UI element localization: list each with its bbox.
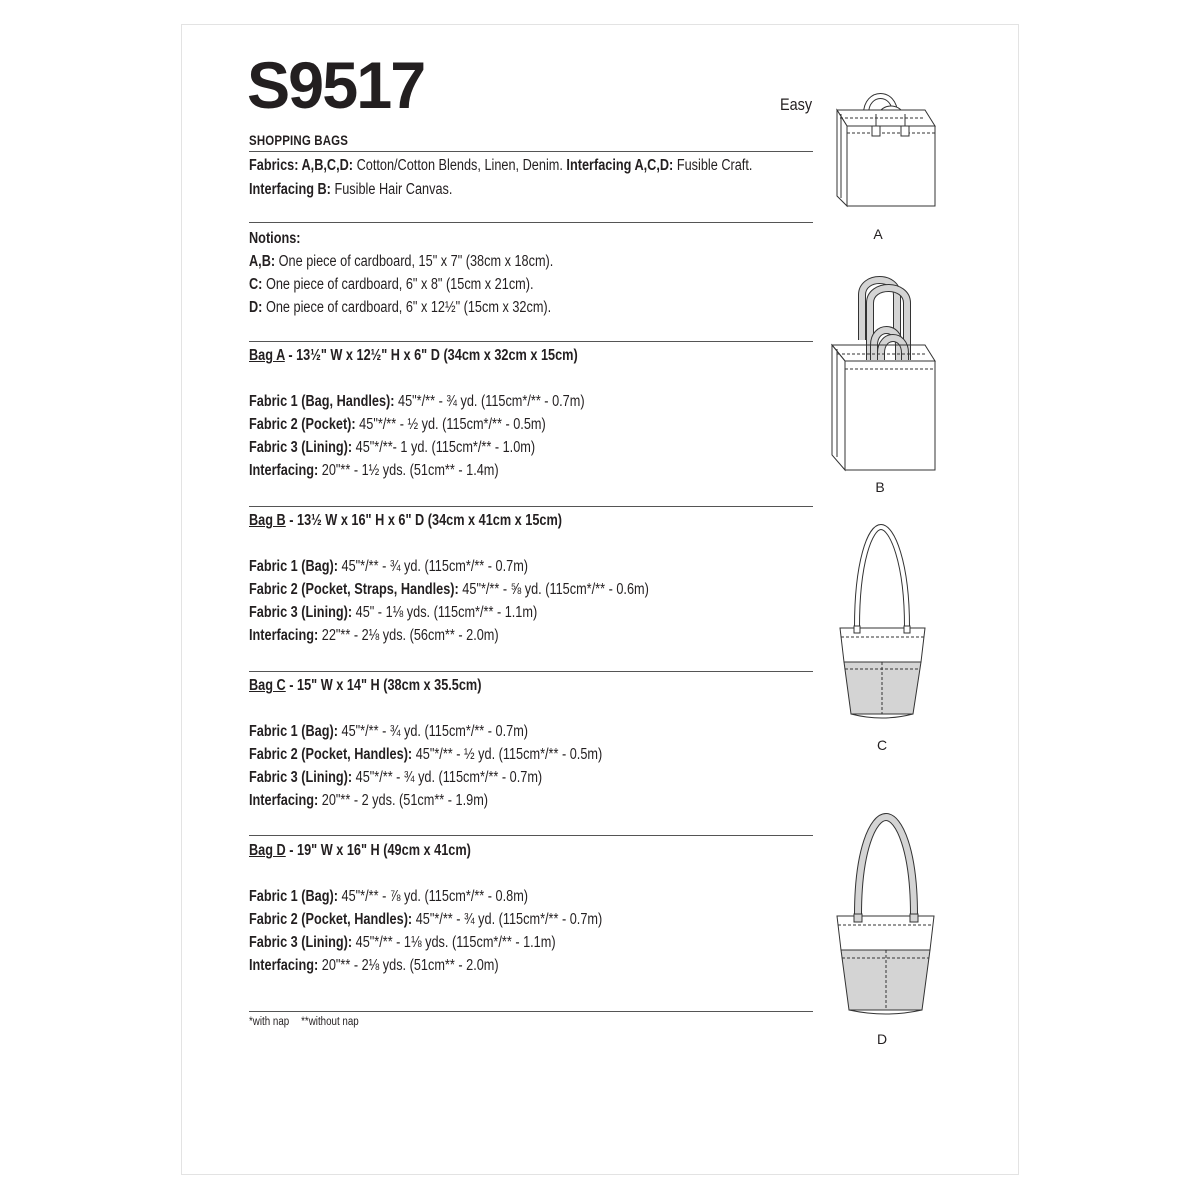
fabric-label: Fabric 1 (Bag): — [249, 723, 338, 740]
yardage-row — [249, 747, 602, 763]
fabric-amount: 45"*/** - 1⅛ yds. (115cm*/** - 1.1m) — [352, 934, 556, 951]
notion-text: One piece of cardboard, 6" x 8" (15cm x 21cm). — [262, 276, 534, 293]
yardage-row — [249, 793, 488, 809]
pattern-number: S9517 — [247, 48, 425, 122]
fabric-label: Fabric 1 (Bag, Handles): — [249, 393, 395, 410]
bag-dimensions: - 13½ W x 16" H x 6" D (34cm x 41cm x 15cm) — [285, 512, 563, 529]
fabric-amount: 45"*/** - ¾ yd. (115cm*/** - 0.7m) — [412, 911, 603, 928]
fabric-label: Fabric 3 (Lining): — [249, 769, 353, 786]
fabric-amount: 45"*/**- 1 yd. (115cm*/** - 1.0m) — [352, 439, 536, 456]
notion-text: One piece of cardboard, 6" x 12½" (15cm x 32cm). — [262, 299, 552, 316]
fabric-amount: 22"** - 2⅛ yds. (56cm** - 2.0m) — [318, 627, 499, 644]
fabric-label: Fabric 2 (Pocket, Handles): — [249, 911, 413, 928]
illustration-label-c: C — [876, 737, 888, 753]
notion-item — [249, 254, 553, 270]
fabric-amount: 45"*/** - ½ yd. (115cm*/** - 0.5m) — [355, 416, 546, 433]
fabric-label: Fabric 1 (Bag): — [249, 888, 338, 905]
fabric-amount: 45"*/** - ⅝ yd. (115cm*/** - 0.6m) — [458, 581, 649, 598]
interfacing-b-label: Interfacing B: — [249, 181, 331, 198]
yardage-row — [249, 958, 499, 974]
yardage-row — [249, 605, 537, 621]
bag-dimensions: - 19" W x 16" H (49cm x 41cm) — [285, 842, 471, 859]
notion-label: C: — [249, 276, 263, 293]
divider — [249, 151, 813, 152]
bag-id: Bag A — [249, 347, 285, 364]
bag-a-illustration-icon — [825, 88, 940, 218]
bag-id: Bag C — [249, 677, 286, 694]
fabrics-text: Cotton/Cotton Blends, Linen, Denim. — [353, 157, 567, 174]
notion-label: D: — [249, 299, 263, 316]
fabric-amount: 45"*/** - ⅞ yd. (115cm*/** - 0.8m) — [337, 888, 529, 905]
yardage-row — [249, 628, 499, 644]
fabric-label: Fabric 2 (Pocket, Handles): — [249, 746, 413, 763]
fabric-label: Fabric 3 (Lining): — [249, 604, 353, 621]
bag-d-illustration-icon — [830, 810, 940, 1020]
fabric-label: Fabric 1 (Bag): — [249, 558, 338, 575]
fabric-amount: 45"*/** - ½ yd. (115cm*/** - 0.5m) — [412, 746, 603, 763]
yardage-row — [249, 559, 528, 575]
yardage-row — [249, 582, 649, 598]
fabric-label: Fabric 2 (Pocket): — [249, 416, 356, 433]
yardage-row — [249, 770, 542, 786]
interfacing-acd-label: Interfacing A,C,D: — [566, 157, 674, 174]
bag-c-illustration-icon — [835, 522, 930, 727]
yardage-row — [249, 394, 585, 410]
bag-b-illustration-icon — [825, 275, 940, 475]
divider — [249, 222, 813, 223]
bag-d-heading — [249, 843, 471, 859]
yardage-row — [249, 935, 556, 951]
divider — [249, 671, 813, 672]
fabric-amount: 45"*/** - ¾ yd. (115cm*/** - 0.7m) — [337, 723, 529, 740]
fabric-label: Interfacing: — [249, 957, 319, 974]
yardage-row — [249, 417, 546, 433]
fabric-label: Interfacing: — [249, 792, 319, 809]
footnote-with-nap: *with nap — [249, 1016, 290, 1028]
notions-heading: Notions: — [249, 230, 301, 247]
fabric-amount: 45"*/** - ¾ yd. (115cm*/** - 0.7m) — [352, 769, 543, 786]
fabric-label: Fabric 2 (Pocket, Straps, Handles): — [249, 581, 459, 598]
fabrics-label: Fabrics: A,B,C,D: — [249, 157, 354, 174]
divider — [249, 1011, 813, 1012]
bag-a-heading — [249, 348, 578, 364]
yardage-row — [249, 889, 528, 905]
yardage-row — [249, 440, 535, 456]
yardage-row — [249, 463, 499, 479]
bag-id: Bag D — [249, 842, 286, 859]
divider — [249, 835, 813, 836]
interfacing-b-text: Fusible Hair Canvas. — [330, 181, 453, 198]
footnotes — [249, 1016, 371, 1028]
bag-c-heading — [249, 678, 481, 694]
fabric-label: Fabric 3 (Lining): — [249, 934, 353, 951]
fabric-amount: 45"*/** - ¾ yd. (115cm*/** - 0.7m) — [394, 393, 585, 410]
fabric-label: Interfacing: — [249, 462, 319, 479]
divider — [249, 506, 813, 507]
fabric-amount: 20"** - 2 yds. (51cm** - 1.9m) — [318, 792, 489, 809]
fabric-amount: 45" - 1⅛ yds. (115cm*/** - 1.1m) — [352, 604, 538, 621]
fabrics-line-1 — [249, 158, 752, 174]
fabric-label: Interfacing: — [249, 627, 319, 644]
bag-id: Bag B — [249, 512, 286, 529]
difficulty-label: Easy — [780, 95, 813, 114]
notion-item — [249, 277, 534, 293]
notion-label: A,B: — [249, 253, 276, 270]
bag-dimensions: - 15" W x 14" H (38cm x 35.5cm) — [285, 677, 482, 694]
interfacing-acd-text: Fusible Craft. — [673, 157, 753, 174]
fabric-amount: 20"** - 2⅛ yds. (51cm** - 2.0m) — [318, 957, 499, 974]
illustration-label-d: D — [876, 1031, 888, 1047]
yardage-row — [249, 724, 528, 740]
pattern-title: SHOPPING BAGS — [249, 132, 349, 148]
fabric-amount: 45"*/** - ¾ yd. (115cm*/** - 0.7m) — [337, 558, 529, 575]
divider — [249, 341, 813, 342]
yardage-row — [249, 912, 602, 928]
fabric-label: Fabric 3 (Lining): — [249, 439, 353, 456]
illustration-label-b: B — [875, 479, 885, 495]
illustration-label-a: A — [873, 226, 883, 242]
notion-item — [249, 300, 551, 316]
bag-b-heading — [249, 513, 562, 529]
fabrics-line-2 — [249, 182, 452, 198]
bag-dimensions: - 13½" W x 12½" H x 6" D (34cm x 32cm x 15cm) — [284, 347, 578, 364]
fabric-amount: 20"** - 1½ yds. (51cm** - 1.4m) — [318, 462, 499, 479]
notion-text: One piece of cardboard, 15" x 7" (38cm x 18cm). — [275, 253, 554, 270]
footnote-without-nap: **without nap — [301, 1016, 359, 1028]
